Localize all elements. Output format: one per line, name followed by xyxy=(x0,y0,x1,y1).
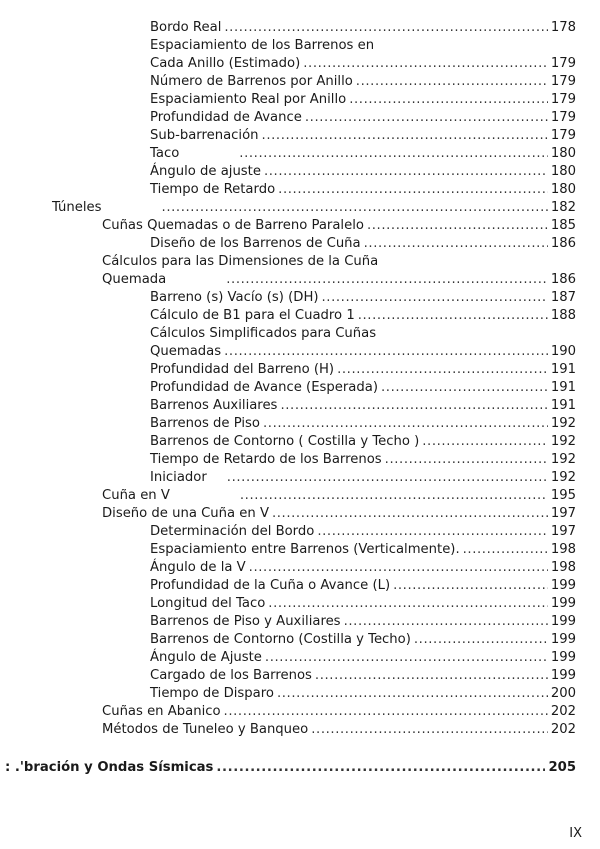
toc-entry: Sub-barrenación ..... 179 xyxy=(150,127,576,145)
toc-entry: Tiempo de Retardo ..... 180 xyxy=(150,181,576,199)
toc-entry: Profundidad de la Cuña o Avance (L) ..... 199 xyxy=(150,577,576,595)
toc-entry: Barrenos de Piso ..... 192 xyxy=(150,415,576,433)
toc-entry: Diseño de los Barrenos de Cuña ..... 186 xyxy=(150,235,576,253)
toc-entry: Longitud del Taco ..... 199 xyxy=(150,595,576,613)
toc-entry: Espaciamiento de los Barrenos en xyxy=(150,38,375,53)
toc-entry: Tiempo de Retardo de los Barrenos ..... 192 xyxy=(150,451,576,469)
toc-entry: Determinación del Bordo ..... 197 xyxy=(150,523,576,541)
toc-entry: Barreno (s) Vacío (s) (DH) ..... 187 xyxy=(150,289,576,307)
toc-entry: Número de Barrenos por Anillo ..... 179 xyxy=(150,73,576,91)
page-number: IX xyxy=(569,826,582,841)
toc-entry: Cargado de los Barrenos ..... 199 xyxy=(150,667,576,685)
toc-entry: Ángulo de Ajuste ..... 199 xyxy=(150,649,576,667)
toc-entry: Barrenos de Contorno ( Costilla y Techo ) ..... 192 xyxy=(150,433,576,451)
toc-entry: Quemada ..... 186 xyxy=(102,271,576,289)
toc-entry: Iniciador ..... 192 xyxy=(150,469,576,487)
toc-entry: Barrenos de Piso y Auxiliares ..... 199 xyxy=(150,613,576,631)
toc-entry: Espaciamiento entre Barrenos (Verticalmente). ..... 198 xyxy=(150,541,576,559)
toc-entry: Taco ..... 180 xyxy=(150,145,576,163)
toc-entry: Cálculo de B1 para el Cuadro 1 ..... 188 xyxy=(150,307,576,325)
toc-entry: Cuñas Quemadas o de Barreno Paralelo ..... 185 xyxy=(102,217,576,235)
toc-entry: Cálculos para las Dimensiones de la Cuña xyxy=(102,254,379,269)
toc-entry: Cada Anillo (Estimado) ..... 179 xyxy=(150,55,576,73)
toc-entry: Espaciamiento Real por Anillo ..... 179 xyxy=(150,91,576,109)
toc-entry: Túneles ..... 182 xyxy=(52,199,576,217)
toc-chapter-entry: : .'bración y Ondas Sísmicas ..... 205 xyxy=(5,759,576,777)
toc-entry: Barrenos de Contorno (Costilla y Techo) ..... 199 xyxy=(150,631,576,649)
toc-entry: Quemadas ..... 190 xyxy=(150,343,576,361)
toc-entry: Tiempo de Disparo ..... 200 xyxy=(150,685,576,703)
toc-entry: Profundidad del Barreno (H) ..... 191 xyxy=(150,361,576,379)
toc-entry: Profundidad de Avance ..... 179 xyxy=(150,109,576,127)
toc-entry: Diseño de una Cuña en V ..... 197 xyxy=(102,505,576,523)
toc-entry: Profundidad de Avance (Esperada) ..... 191 xyxy=(150,379,576,397)
toc-entry: Bordo Real ..... 178 xyxy=(150,19,576,37)
toc-entry: Métodos de Tuneleo y Banqueo ..... 202 xyxy=(102,721,576,739)
toc-entry: Cuña en V ..... 195 xyxy=(102,487,576,505)
toc-entry: Cuñas en Abanico ..... 202 xyxy=(102,703,576,721)
toc-entry: Ángulo de ajuste ..... 180 xyxy=(150,163,576,181)
toc-entry: Ángulo de la V ..... 198 xyxy=(150,559,576,577)
toc-entry: Barrenos Auxiliares ..... 191 xyxy=(150,397,576,415)
toc-entry: Cálculos Simplificados para Cuñas xyxy=(150,326,377,341)
